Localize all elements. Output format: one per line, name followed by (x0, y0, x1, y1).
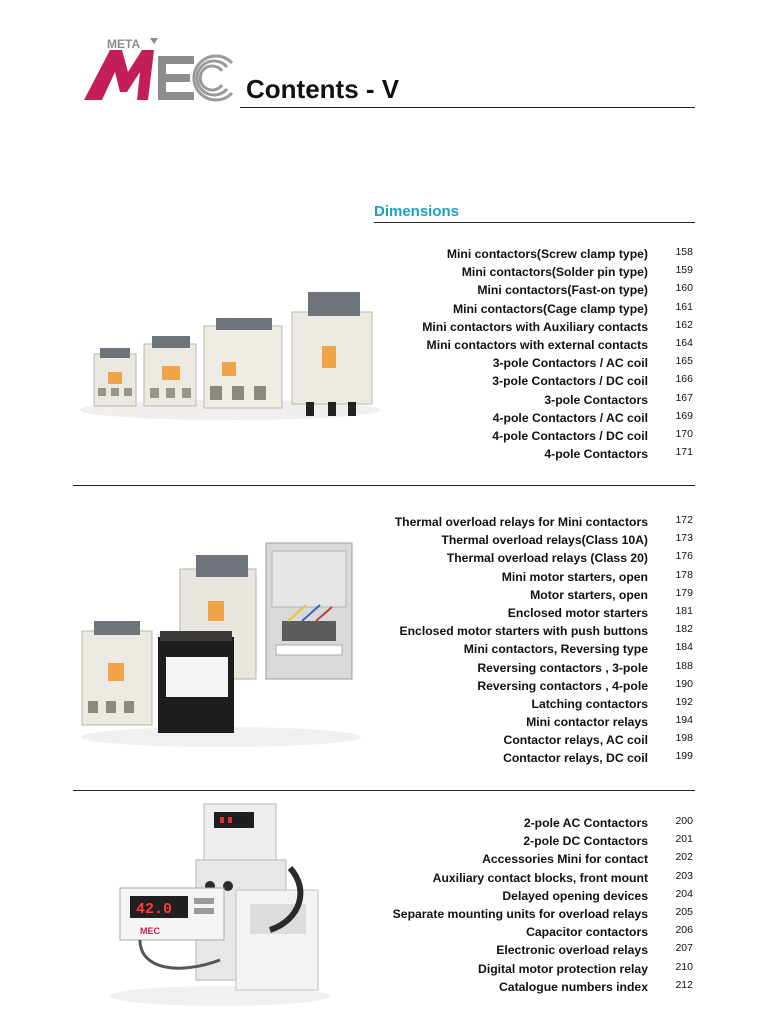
toc-entry-page: 164 (675, 336, 693, 349)
section-heading-dimensions: Dimensions (374, 203, 460, 220)
relays-starters-product-photo (76, 535, 366, 750)
toc-entry[interactable] (300, 924, 695, 942)
toc-entry-page: 194 (675, 714, 693, 727)
toc-entry-label: Motor starters, open (530, 587, 648, 602)
toc-entry-page: 158 (675, 246, 693, 258)
toc-entry-label: Digital motor protection relay (478, 961, 648, 976)
toc-entry[interactable] (300, 888, 695, 906)
toc-entry-label: 4-pole Contactors / AC coil (492, 410, 648, 425)
toc-entry-page: 171 (675, 446, 693, 459)
toc-entry-label: Thermal overload relays(Class 10A) (441, 533, 648, 548)
toc-entry-label: Mini contactors with Auxiliary contacts (422, 319, 648, 334)
toc-entry-page: 199 (675, 750, 693, 763)
toc-entry-label: Enclosed motor starters (507, 605, 648, 620)
toc-entry-page: 162 (675, 318, 693, 331)
section-divider (73, 790, 695, 791)
toc-entry[interactable] (300, 514, 695, 532)
toc-entry[interactable] (300, 815, 695, 833)
toc-entry-label: 3-pole Contactors / DC coil (492, 374, 648, 389)
toc-entry-label: 4-pole Contactors (544, 447, 648, 462)
section-divider (73, 485, 695, 486)
toc-entry[interactable] (300, 428, 695, 446)
toc-list-accessories (300, 815, 695, 997)
toc-entry-page: 202 (675, 851, 693, 864)
toc-entry-page: 165 (675, 355, 693, 368)
toc-entry-label: Separate mounting units for overload relays (392, 906, 648, 921)
toc-entry-label: Mini motor starters, open (501, 569, 648, 584)
display-reading: 42.0 (136, 901, 173, 918)
toc-entry-page: 192 (675, 695, 693, 708)
toc-entry-label: Thermal overload relays (Class 20) (446, 551, 648, 566)
toc-entry-page: 159 (675, 264, 693, 277)
toc-entry[interactable] (300, 851, 695, 869)
toc-entry-label: Electronic overload relays (496, 943, 648, 958)
toc-entry-label: Thermal overload relays for Mini contactors (394, 515, 648, 529)
title-rule (240, 107, 695, 108)
toc-entry-page: 188 (675, 659, 693, 672)
toc-entry[interactable] (300, 446, 695, 464)
toc-entry-label: 2-pole DC Contactors (523, 834, 648, 849)
toc-entry-label: Reversing contactors , 3-pole (477, 660, 648, 675)
digital-relay-product-photo (100, 800, 330, 1010)
toc-entry-page: 182 (675, 623, 693, 636)
toc-entry-label: Mini contactors(Solder pin type) (461, 265, 648, 280)
toc-entry-page: 184 (675, 641, 693, 654)
toc-entry-label: Delayed opening devices (502, 888, 648, 903)
toc-entry-page: 200 (675, 815, 693, 827)
toc-entry-page: 190 (675, 677, 693, 690)
toc-entry[interactable] (300, 750, 695, 768)
toc-entry-label: Contactor relays, AC coil (503, 733, 648, 748)
toc-entry-page: 212 (675, 978, 693, 991)
toc-entry-page: 167 (675, 391, 693, 404)
toc-entry-page: 205 (675, 905, 693, 918)
logo-small-text: META (107, 37, 141, 51)
section-rule (374, 222, 695, 223)
toc-entry[interactable] (300, 942, 695, 960)
toc-entry[interactable] (300, 961, 695, 979)
toc-entry-label: Reversing contactors , 4-pole (477, 678, 648, 693)
toc-entry-page: 204 (675, 887, 693, 900)
toc-entry[interactable] (300, 833, 695, 851)
toc-entry-page: 198 (675, 732, 693, 745)
toc-entry[interactable] (300, 264, 695, 282)
toc-entry-label: Latching contactors (531, 696, 648, 711)
toc-entry-label: 3-pole Contactors / AC coil (492, 356, 648, 371)
toc-entry-page: 207 (675, 942, 693, 955)
toc-entry-page: 172 (675, 514, 693, 526)
toc-entry-page: 161 (675, 300, 693, 313)
toc-entry-label: Mini contactors(Fast-on type) (477, 283, 648, 298)
toc-entry[interactable] (300, 906, 695, 924)
toc-entry-page: 206 (675, 924, 693, 937)
toc-entry-label: Auxiliary contact blocks, front mount (432, 870, 648, 885)
toc-entry-label: Accessories Mini for contact (482, 852, 648, 867)
toc-entry-page: 178 (675, 568, 693, 581)
toc-entry-label: 3-pole Contactors (544, 392, 648, 407)
toc-entry-page: 176 (675, 550, 693, 563)
toc-entry-label: 4-pole Contactors / DC coil (492, 428, 648, 443)
toc-entry-page: 169 (675, 409, 693, 422)
toc-entry-page: 166 (675, 373, 693, 386)
meta-mec-logo (82, 36, 238, 106)
toc-entry-label: Mini contactor relays (526, 715, 648, 730)
toc-entry-page: 210 (675, 960, 693, 973)
toc-entry[interactable] (300, 979, 695, 997)
toc-entry-label: Enclosed motor starters with push buttons (399, 624, 648, 639)
toc-entry-label: Mini contactors, Reversing type (463, 642, 648, 657)
toc-entry-page: 179 (675, 586, 693, 599)
toc-entry[interactable] (300, 246, 695, 264)
toc-entry[interactable] (300, 870, 695, 888)
toc-entry-label: Mini contactors(Screw clamp type) (446, 247, 648, 261)
contactors-product-photo (80, 288, 380, 423)
toc-entry-page: 181 (675, 604, 693, 617)
toc-entry-label: Catalogue numbers index (499, 979, 648, 994)
toc-entry-label: Mini contactors with external contacts (426, 337, 648, 352)
toc-entry-label: Mini contactors(Cage clamp type) (452, 301, 648, 316)
page-title: Contents - V (246, 74, 400, 104)
toc-entry-page: 201 (675, 833, 693, 846)
toc-entry-page: 160 (675, 282, 693, 295)
toc-entry-page: 203 (675, 869, 693, 882)
toc-entry-label: 2-pole AC Contactors (523, 816, 648, 830)
toc-entry-page: 170 (675, 427, 693, 440)
device-brand-label: MEC (140, 926, 160, 936)
toc-entry-label: Capacitor contactors (526, 925, 648, 940)
toc-entry-page: 173 (675, 532, 693, 545)
toc-entry-label: Contactor relays, DC coil (503, 751, 648, 766)
